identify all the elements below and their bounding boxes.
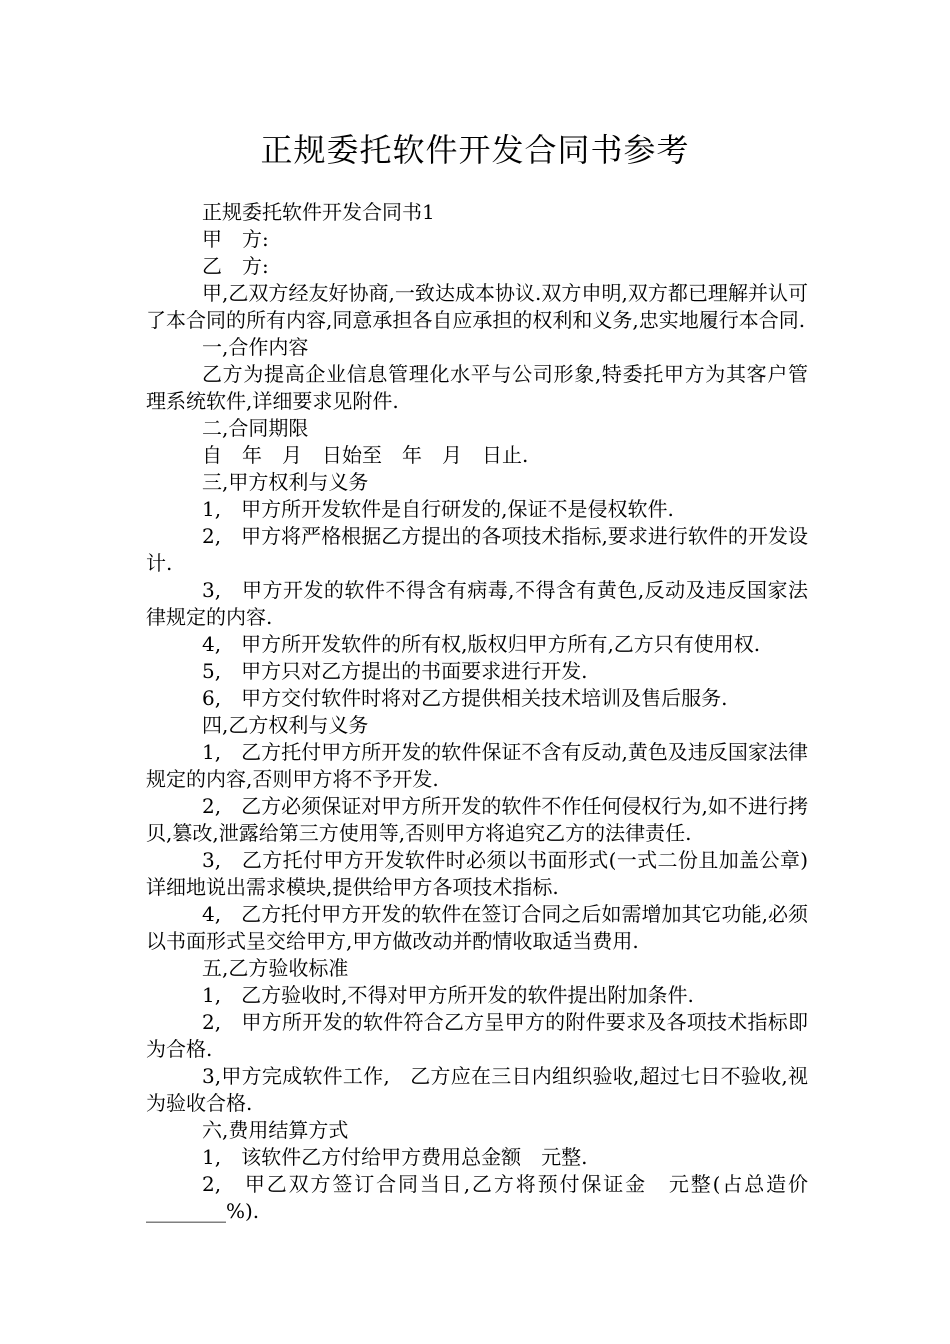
section-5-item: 2, 甲方所开发的软件符合乙方呈甲方的附件要求及各项技术指标即为合格.	[146, 1010, 808, 1061]
section-heading-2: 二,合同期限	[202, 416, 309, 440]
section-6-item: 2, 甲乙双方签订合同当日,乙方将预付保证金 元整(占总造价________%).	[146, 1172, 808, 1223]
section-3-item: 2, 甲方将严格根据乙方提出的各项技术指标,要求进行软件的开发设计.	[146, 524, 808, 575]
section-3-item: 4, 甲方所开发软件的所有权,版权归甲方所有,乙方只有使用权.	[202, 632, 761, 656]
section-5-item: 1, 乙方验收时,不得对甲方所开发的软件提出附加条件.	[202, 983, 694, 1007]
section-heading-5: 五,乙方验收标准	[202, 956, 349, 980]
section-1-text: 乙方为提高企业信息管理化水平与公司形象,特委托甲方为其客户管理系统软件,详细要求见附件.	[146, 362, 808, 413]
section-heading-6: 六,费用结算方式	[202, 1118, 349, 1142]
section-4-item: 2, 乙方必须保证对甲方所开发的软件不作任何侵权行为,如不进行拷贝,篡改,泄露给第三方使用等,否则甲方将追究乙方的法律责任.	[146, 794, 808, 845]
section-6-item: 1, 该软件乙方付给甲方费用总金额 元整.	[202, 1145, 588, 1169]
document-title: 正规委托软件开发合同书参考	[260, 131, 690, 169]
paragraph-intro: 甲,乙双方经友好协商,一致达成本协议.双方申明,双方都已理解并认可了本合同的所有内容,同意承担各自应承担的权利和义务,忠实地履行本合同.	[146, 281, 808, 332]
section-heading-4: 四,乙方权利与义务	[202, 713, 369, 737]
paragraph-heading-1: 正规委托软件开发合同书1	[202, 200, 435, 224]
section-3-item: 5, 甲方只对乙方提出的书面要求进行开发.	[202, 659, 588, 683]
section-3-item: 1, 甲方所开发软件是自行研发的,保证不是侵权软件.	[202, 497, 674, 521]
section-2-text: 自 年 月 日始至 年 月 日止.	[202, 443, 529, 467]
section-4-item: 3, 乙方托付甲方开发软件时必须以书面形式(一式二份且加盖公章)详细地说出需求模块,提供给甲方各项技术指标.	[146, 848, 808, 899]
section-heading-1: 一,合作内容	[202, 335, 309, 359]
section-3-item: 3, 甲方开发的软件不得含有病毒,不得含有黄色,反动及违反国家法律规定的内容.	[146, 578, 808, 629]
section-heading-3: 三,甲方权利与义务	[202, 470, 369, 494]
section-4-item: 4, 乙方托付甲方开发的软件在签订合同之后如需增加其它功能,必须以书面形式呈交给甲方,甲方做改动并酌情收取适当费用.	[146, 902, 808, 953]
party-b-line: 乙 方:	[202, 254, 269, 278]
document-body	[146, 199, 808, 1225]
party-a-line: 甲 方:	[202, 227, 269, 251]
section-4-item: 1, 乙方托付甲方所开发的软件保证不含有反动,黄色及违反国家法律规定的内容,否则甲方将不予开发.	[146, 740, 808, 791]
section-3-item: 6, 甲方交付软件时将对乙方提供相关技术培训及售后服务.	[202, 686, 728, 710]
section-5-item: 3,甲方完成软件工作, 乙方应在三日内组织验收,超过七日不验收,视为验收合格.	[146, 1064, 808, 1115]
